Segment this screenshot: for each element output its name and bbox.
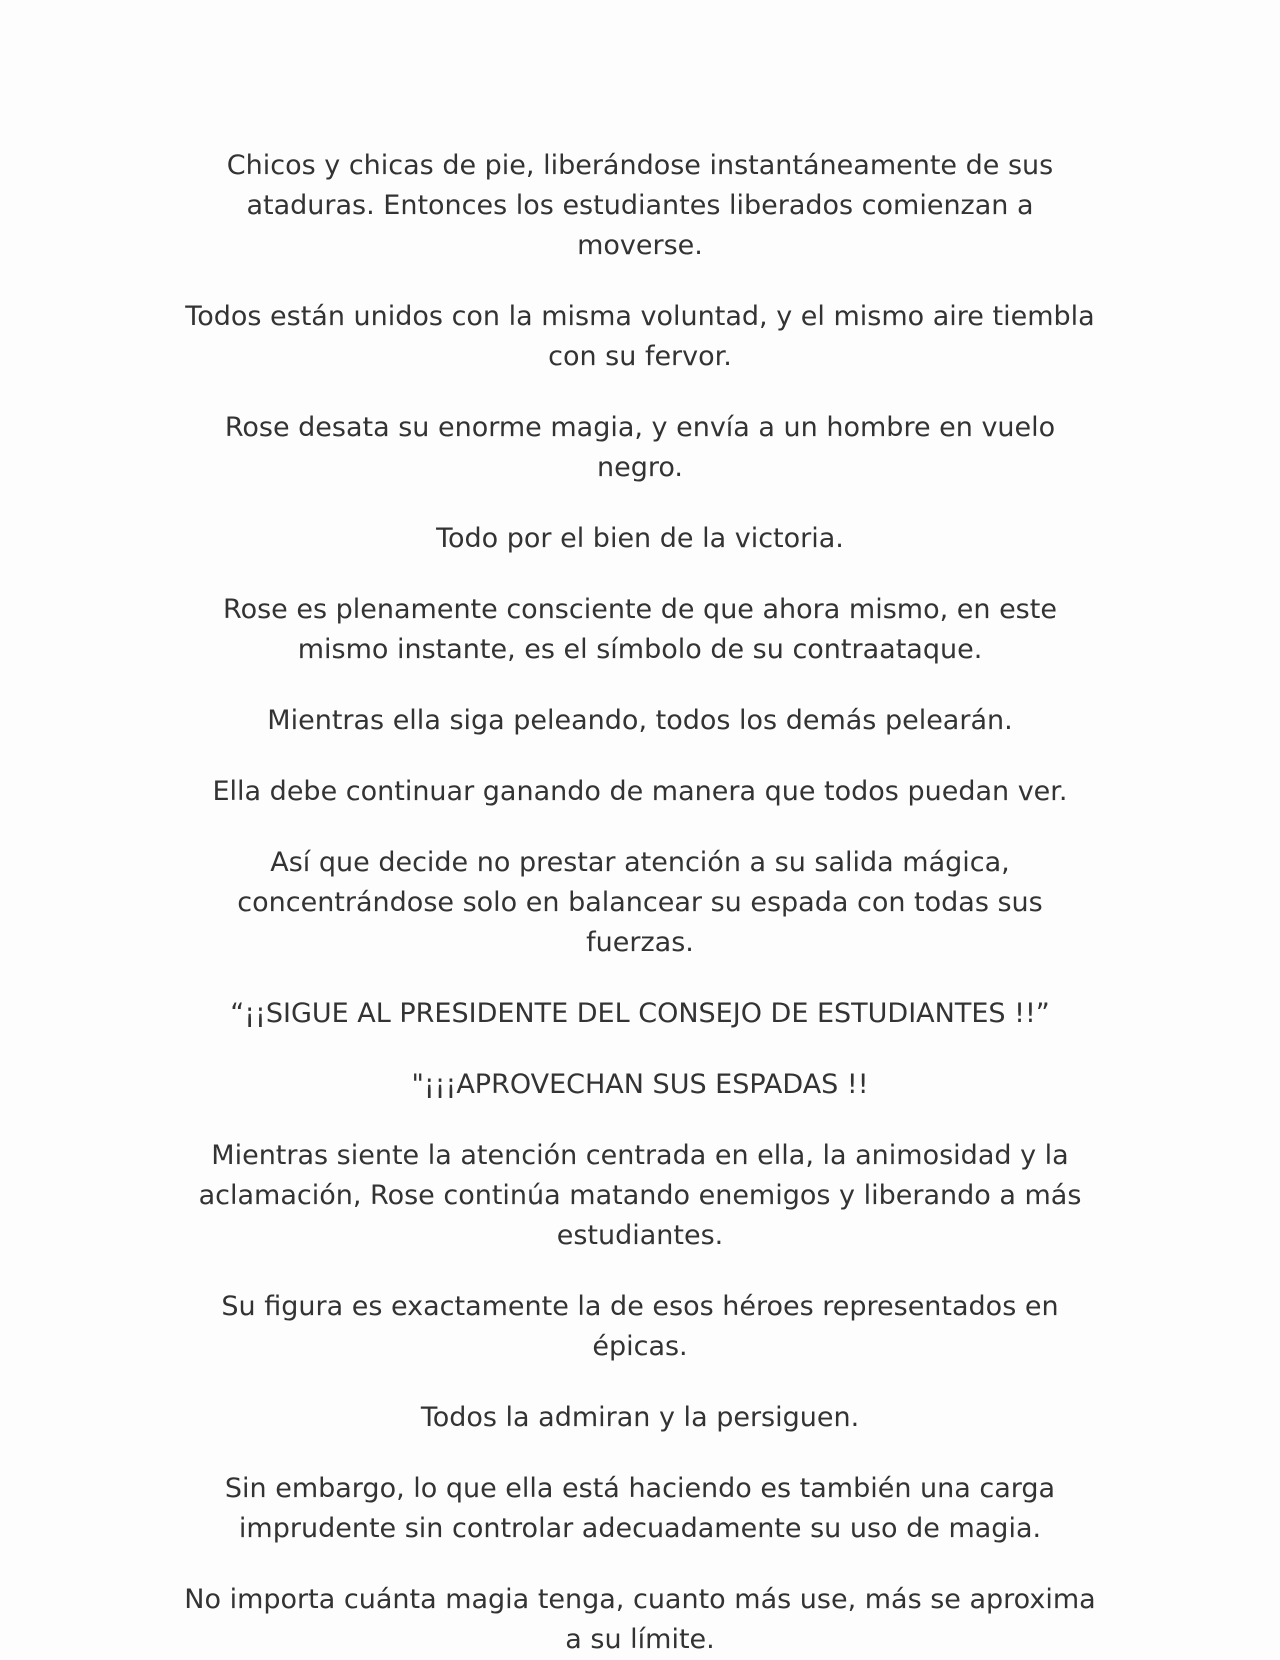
document-page <box>180 146 1100 1660</box>
paragraph: Todo por el bien de la victoria. <box>436 523 844 554</box>
paragraph: Así que decide no prestar atención a su salida mágica, concentrándose solo en balancear su espada con todas sus fuerzas. <box>237 847 1043 958</box>
paragraph: Todos están unidos con la misma voluntad, y el mismo aire tiembla con su fervor. <box>185 301 1095 372</box>
paragraph: Mientras ella siga peleando, todos los demás pelearán. <box>267 705 1013 736</box>
paragraph: Chicos y chicas de pie, liberándose instantáneamente de sus ataduras. Entonces los estudiantes liberados comienzan a moverse. <box>226 150 1054 261</box>
paragraph: Rose es plenamente consciente de que ahora mismo, en este mismo instante, es el símbolo de su contraataque. <box>223 594 1057 665</box>
dialogue-line: "¡¡¡APROVECHAN SUS ESPADAS !! <box>411 1069 869 1100</box>
paragraph: Todos la admiran y la persiguen. <box>420 1402 860 1433</box>
paragraph: Ella debe continuar ganando de manera que todos puedan ver. <box>212 776 1068 807</box>
paragraph: Rose desata su enorme magia, y envía a un hombre en vuelo negro. <box>224 412 1056 483</box>
dialogue-line: “¡¡SIGUE AL PRESIDENTE DEL CONSEJO DE ESTUDIANTES !!” <box>230 998 1050 1029</box>
paragraph: Mientras siente la atención centrada en ella, la animosidad y la aclamación, Rose continúa matando enemigos y liberando a más estudiantes. <box>198 1140 1082 1251</box>
paragraph: No importa cuánta magia tenga, cuanto más use, más se aproxima a su límite. <box>184 1584 1096 1655</box>
paragraph: Sin embargo, lo que ella está haciendo es también una carga imprudente sin controlar adecuadamente su uso de magia. <box>224 1473 1056 1544</box>
paragraph: Su figura es exactamente la de esos héroes representados en épicas. <box>221 1291 1059 1362</box>
